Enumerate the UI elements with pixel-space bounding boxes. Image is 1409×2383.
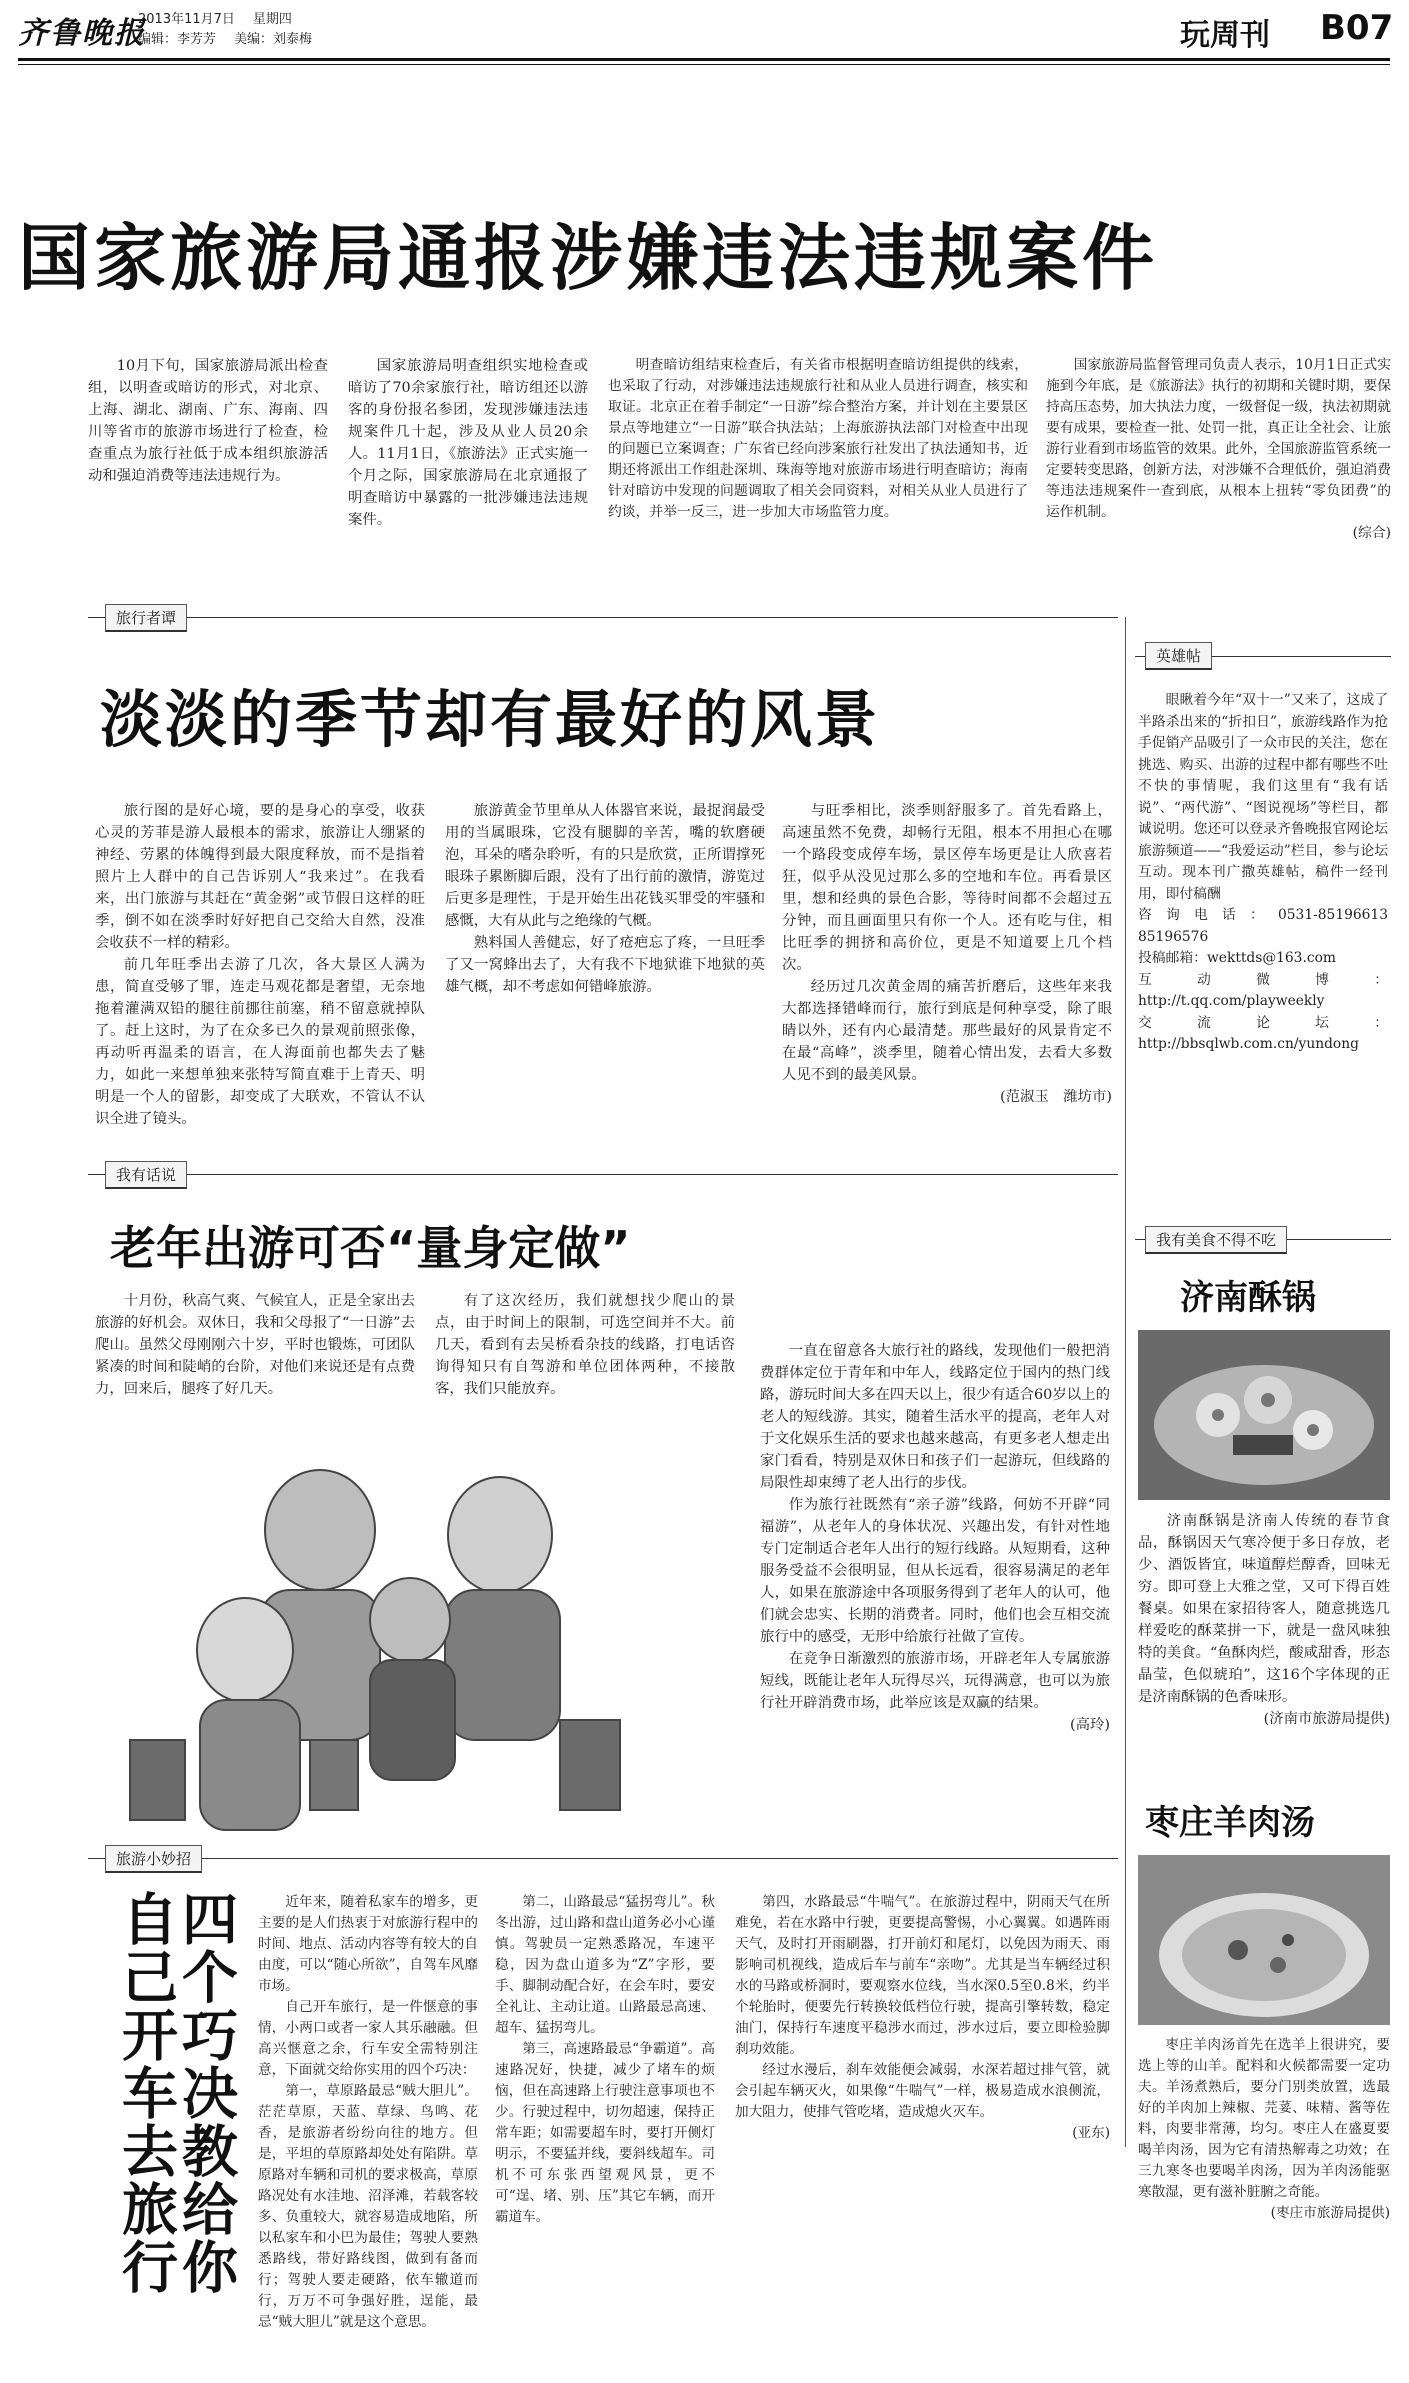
sidebar2-title1: 济南酥锅 (1180, 1278, 1316, 1318)
story2-col-1 (95, 800, 425, 1130)
story3-paragraph: 在竞争日渐激烈的旅游市场，开辟老年人专属旅游短线，既能让老年人玩得尽兴，玩得满意，也可以为旅行社开辟消费市场，此举应该是双赢的结果。 (760, 1651, 1110, 1711)
story2-paragraph: 旅行图的是好心境，要的是身心的享受，收获心灵的芳菲是游人最根本的需求，旅游让人绷紧的神经、劳累的体魄得到最大限度释放，而不是指着照片上人群中的自己告诉别人“我来过”。在我看来，出门旅游与其赶在“黄金粥”或节假日这样的旺季，倒不如在淡季时好好把自己交给大自然，没准会收获不一样的精彩。 (95, 803, 425, 951)
story1-col-3 (608, 355, 1028, 523)
story4-paragraph: 经过水漫后，刹车效能便会减弱，水深若超过排气管，就会引起车辆灭火，如果像“牛喘气”一样，极易造成水浪侧流，加大阻力，使排气管吃堵，造成熄火灭车。 (735, 2062, 1110, 2120)
sidebar-divider (1125, 617, 1126, 2147)
story1-col-2 (348, 355, 588, 531)
issue-meta (138, 10, 330, 50)
story4-paragraph: 自己开车旅行，是一件惬意的事情，小两口或者一家人其乐融融。但高兴惬意之余，行车安全需特别注意，下面就交给你实用的四个巧决： (258, 1999, 478, 2078)
story2-paragraph: 旅游黄金节里单从人体器官来说，最捉润最受用的当属眼珠，它没有腿脚的辛苦，嘴的软磨硬泡，耳朵的嗜杂聆听，有的只是欣赏，正所谓撑死眼珠子累断脚后跟，没有了出行前的激情，游览过后更多是理性，于是开始生出花钱买罪受的牢骚和感慨，大有从此与之绝缘的气概。 (445, 803, 765, 929)
story2-col-3 (782, 800, 1112, 1108)
story4-title: 四个巧决教给你自己开车去旅行 (113, 1890, 238, 2296)
story4-col-3 (735, 1892, 1110, 2144)
section-divider (88, 1858, 1118, 1859)
story2-paragraph: 与旺季相比，淡季则舒服多了。首先看路上，高速虽然不免费，却畅行无阻，根本不用担心在哪一个路段变成停车场，景区停车场更是让人欣喜若狂，似乎从没见过那么多的空地和车位。再看景区里，想和经典的景色合影，等待时间都不会超过五分钟，而且画面里只有你一个人。还有吃与住，相比旺季的拥挤和高价位，更是不知道要上几个档次。 (782, 803, 1112, 973)
editor-credit: 编辑：李芳芳 (138, 32, 217, 47)
story4-paragraph: 第四，水路最忌“牛喘气”。在旅游过程中，阴雨天气在所难免，若在水路中行驶，更要提高警惕，小心翼翼。如遇阵雨天气，及时打开雨刷器，打开前灯和尾灯，以免因为雨天、雨影响司机视线，造成后车与前车“亲吻”。尤其是当车辆经过积水的马路或桥洞时，要观察水位线，当水深0.5至0.8米，约半个轮胎时，便要先行转换较低档位行驶，提高引擎转数，稳定油门，保持行车速度平稳涉水而过，涉水过后，要立即检验脚刹功效能。 (735, 1894, 1110, 2057)
section-divider (88, 617, 1118, 618)
story2-col-2 (445, 800, 765, 998)
story4-paragraph: 第三，高速路最忌“争霸道”。高速路况好，快捷，减少了堵车的烦恼，但在高速路上行驶注意事项也不少。行驶过程中，切勿超速，保持正常车距；如需要超车时，要打开侧灯明示，不要猛并线，要斜线超车。司机不可东张西望观风景，更不可“逞、堵、别、压”其它车辆，而开霸道车。 (495, 2041, 715, 2225)
story4-col-2 (495, 1892, 715, 2228)
story3-tag: 我有话说 (105, 1161, 187, 1189)
issue-date: 2013年11月7日 (138, 12, 235, 27)
story1-paragraph: 10月下旬，国家旅游局派出检查组，以明查或暗访的形式，对北京、上海、湖北、湖南、广东、海南、四川等省市的旅游市场进行了检查，检查重点为旅行社低于成本组织旅游活动和强迫消费等违法违规行为。 (88, 358, 328, 484)
family-illustration (60, 1440, 700, 1840)
story2-paragraph: 经历过几次黄金周的痛苦折磨后，这些年来我大都选择错峰而行，旅行到底是何种享受，除了眼睛以外，还有内心最清楚。那些最好的风景肯定不在最“高峰”，淡季里，随着心情出发，去看大多数人见不到的最美风景。 (782, 979, 1112, 1083)
story3-paragraph: 作为旅行社既然有“亲子游”线路，何妨不开辟“同福游”，从老年人的身体状况、兴趣出发，有针对性地专门定制适合老年人出行的短行线路。从短期看，这种服务受益不会很明显，但从长远看，很容易满足的老年人，如果在旅游途中各项服务得到了老年人的认可，他们就会忠实、长期的消费者。同时，他们也会互相交流旅行中的感受，无形中给旅行社做了宣传。 (760, 1497, 1110, 1645)
sidebar1-email: 投稿邮箱：wekttds@163.com (1138, 950, 1336, 966)
story4-col-1 (258, 1892, 478, 2333)
sidebar2-credit2: (枣庄市旅游局提供) (1270, 2205, 1390, 2221)
story3-col-3 (760, 1340, 1110, 1736)
page-number: B07 (1320, 8, 1394, 48)
story4-paragraph: 近年来，随着私家车的增多，更主要的是人们热衷于对旅游行程中的时间、地点、活动内容等有较大的自由度，可以“随心所欲”，自驾车风靡市场。 (258, 1894, 478, 1994)
sidebar2-body1 (1138, 1510, 1390, 1730)
story4-paragraph: 第二，山路最忌“猛拐弯儿”。秋冬出游，过山路和盘山道务必小心谨慎。驾驶员一定熟悉路况，车速平稳，因为盘山道多为“Z”字形，要手、脚制动配合好，在会车时，要安全礼让、主动让道。山路最忌高速、超车、猛拐弯儿。 (495, 1894, 715, 2036)
sidebar1-text: 眼瞅着今年“双十一”又来了，这成了半路杀出来的“折扣日”，旅游线路作为抢手促销产品吸引了一众市民的关注，您在挑选、购买、出游的过程中都有哪些不吐不快的事情呢，我们这里有“我有话说”、“两代游”、“图说视场”等栏目，都诚说明。您还可以登录齐鲁晚报官网论坛旅游频道——“我爱运动”栏目，参与论坛互动。现本刊广撒英雄帖，稿件一经刊用，即付稿酬 (1138, 692, 1388, 902)
masthead-rule (18, 58, 1390, 61)
section-name: 玩周刊 (1180, 18, 1270, 53)
story2-paragraph: 前几年旺季出去游了几次，各大景区人满为患，简直受够了罪，连走马观花都是奢望，无奈地拖着灌满双铅的腿往前挪往前塞，稍不留意就掉队了。赶上这时，为了在众多已久的景观前照张像，再动听再温柔的语言，在人海面前也都失去了魅力，如此一来想单独来张特写简直难于上青天、明明是一个人的留影，却变成了大联欢，不管认不认识全进了镜头。 (95, 957, 425, 1127)
newspaper-logo: 齐鲁晚报 (18, 16, 146, 51)
story3-credit: (高玲) (1069, 1717, 1110, 1733)
sidebar1-weibo: 互动微博：http://t.qq.com/playweekly (1138, 971, 1388, 1009)
sidebar2-body2 (1138, 2035, 1390, 2224)
sidebar1-body (1138, 690, 1402, 1056)
story1-credit: (综合) (1352, 525, 1391, 541)
story2-credit: (范淑玉 潍坊市) (1000, 1089, 1112, 1105)
food-photo-2 (1138, 1855, 1390, 2025)
story4-tag: 旅游小妙招 (105, 1845, 202, 1873)
story4-credit: (亚东) (1072, 2125, 1110, 2141)
sidebar2-tag: 我有美食不得不吃 (1145, 1226, 1287, 1254)
section-divider (88, 1174, 1118, 1175)
sidebar2-title2: 枣庄羊肉汤 (1145, 1803, 1315, 1843)
sidebar2-text1: 济南酥锅是济南人传统的春节食品，酥锅因天气寒冷便于多日存放，老少、酒饭皆宜，味道醇烂醇香，回味无穷。即可登上大雅之堂，又可下得百姓餐桌。如果在家招待客人，随意挑选几样爱吃的酥菜拼一下，就是一盘风味独特的美食。“鱼酥肉烂，酸咸甜香，形态晶莹，色似琥珀”，这16个字体现的正是济南酥锅的色香味形。 (1138, 1513, 1390, 1705)
story2-tag: 旅行者谭 (105, 604, 187, 632)
story1-paragraph: 国家旅游局监督管理司负责人表示，10月1日正式实施到今年底，是《旅游法》执行的初期和关键时期，要保持高压态势，加大执法力度，一级督促一级，执法初期就要有成果，要检查一批、处罚一批，真正让全社会、让旅游行业看到市场监管的效果。此外，全国旅游监管系统一定要转变思路，创新方法，对涉嫌不合理低价，强迫消费等违法违规案件一查到底，从根本上扭转“零负团费”的运作机制。 (1046, 357, 1391, 520)
story2-headline: 淡淡的季节却有最好的风景 (100, 683, 881, 756)
sidebar1-phone: 咨询电话：0531-85196613 85196576 (1138, 907, 1402, 945)
issue-weekday: 星期四 (252, 12, 292, 27)
story1-paragraph: 国家旅游局明查组织实地检查或暗访了70余家旅行社，暗访组还以游客的身份报名参团，发现涉嫌违法违规案件几十起，涉及从业人员20余人。11月1日，《旅游法》正式实施一个月之际，国家旅游局在北京通报了明查暗访中暴露的一批涉嫌违法违规案件。 (348, 358, 588, 528)
sidebar1-tag: 英雄帖 (1145, 642, 1212, 670)
story3-headline: 老年出游可否“量身定做” (110, 1221, 631, 1275)
story2-paragraph: 熟料国人善健忘，好了疮疤忘了疼，一旦旺季了又一窝蜂出去了，大有我不下地狱谁下地狱的英雄气概，却不考虑如何错峰旅游。 (445, 935, 765, 995)
food-photo-1 (1138, 1330, 1390, 1500)
sidebar2-credit1: (济南市旅游局提供) (1263, 1711, 1390, 1727)
story1-col-4 (1046, 355, 1391, 544)
story1-headline: 国家旅游局通报涉嫌违法违规案件 (18, 216, 1159, 300)
story4-paragraph: 第一，草原路最忌“贼大胆儿”。茫茫草原，天蓝、草绿、鸟鸣、花香，是旅游者纷纷向往的地方。但是，平坦的草原路却处处有陷阱。草原路对车辆和司机的要求极高，草原路况处有水洼地、沼泽滩，若载客较多、负重较大，就容易造成地陷，所以私家车和小巴为最佳；驾驶人要熟悉路线，带好路线图，做到有备而行；驾驶人要走硬路，依车辙道而行，万万不可争强好胜，逞能，最忌“贼大胆儿”就是这个意思。 (258, 2083, 478, 2330)
story3-paragraph: 一直在留意各大旅行社的路线，发现他们一般把消费群体定位于青年和中年人，线路定位于国内的热门线路，游玩时间大多在四天以上，很少有适合60岁以上的老人的短线游。其实，随着生活水平的提高，老年人对于文化娱乐生活的要求也越来越高，有更多老人想走出家门看看，特别是双休日和孩子们一起游玩，但线路的局限性却束缚了老人出行的步伐。 (760, 1343, 1110, 1491)
masthead-rule-thin (18, 64, 1390, 65)
story3-col-2 (435, 1290, 735, 1400)
designer-credit: 美编：刘泰梅 (234, 32, 313, 47)
sidebar1-forum: 交流论坛：http://bbsqlwb.com.cn/yundong (1138, 1014, 1388, 1052)
story3-col-1 (95, 1290, 415, 1400)
story1-col-1 (88, 355, 328, 487)
story3-paragraph: 有了这次经历，我们就想找少爬山的景点，由于时间上的限制，可选空间并不大。前几天，看到有去吴桥看杂技的线路，打电话咨询得知只有自驾游和单位团体两种，不接散客，我们只能放弃。 (435, 1293, 735, 1397)
story3-paragraph: 十月份，秋高气爽、气候宜人，正是全家出去旅游的好机会。双休日，我和父母报了“一日游”去爬山。虽然父母刚刚六十岁，平时也锻炼，可团队紧凑的时间和陡峭的台阶，对他们来说还是有点费力，回来后，腿疼了好几天。 (95, 1293, 415, 1397)
sidebar2-text2: 枣庄羊肉汤首先在选羊上很讲究，要选上等的山羊。配料和火候都需要一定功夫。羊汤煮熟后，要分门别类放置，选最好的羊肉加上辣椒、芫荽、味精、酱等佐料，肉要非常薄，均匀。枣庄人在盛夏要喝羊肉汤，因为它有清热解毒之功效；在三九寒冬也要喝羊肉汤，因为羊肉汤能驱寒散湿，更有滋补脏腑之奇能。 (1138, 2037, 1390, 2200)
story1-paragraph: 明查暗访组结束检查后，有关省市根据明查暗访组提供的线索，也采取了行动，对涉嫌违法违规旅行社和从业人员进行调查，核实和取证。北京正在着手制定“一日游”综合整治方案，并计划在主要景区景点等地建立“一日游”联合执法站；上海旅游执法部门对检查中出现的问题已立案调查；广东省已经向涉案旅行社发出了执法通知书，近期还将派出工作组赴深圳、珠海等地对旅游市场进行明查暗访；海南针对暗访中发现的问题调取了相关会同资料，对相关从业人员进行了约谈，并举一反三，进一步加大市场监管力度。 (608, 357, 1028, 520)
